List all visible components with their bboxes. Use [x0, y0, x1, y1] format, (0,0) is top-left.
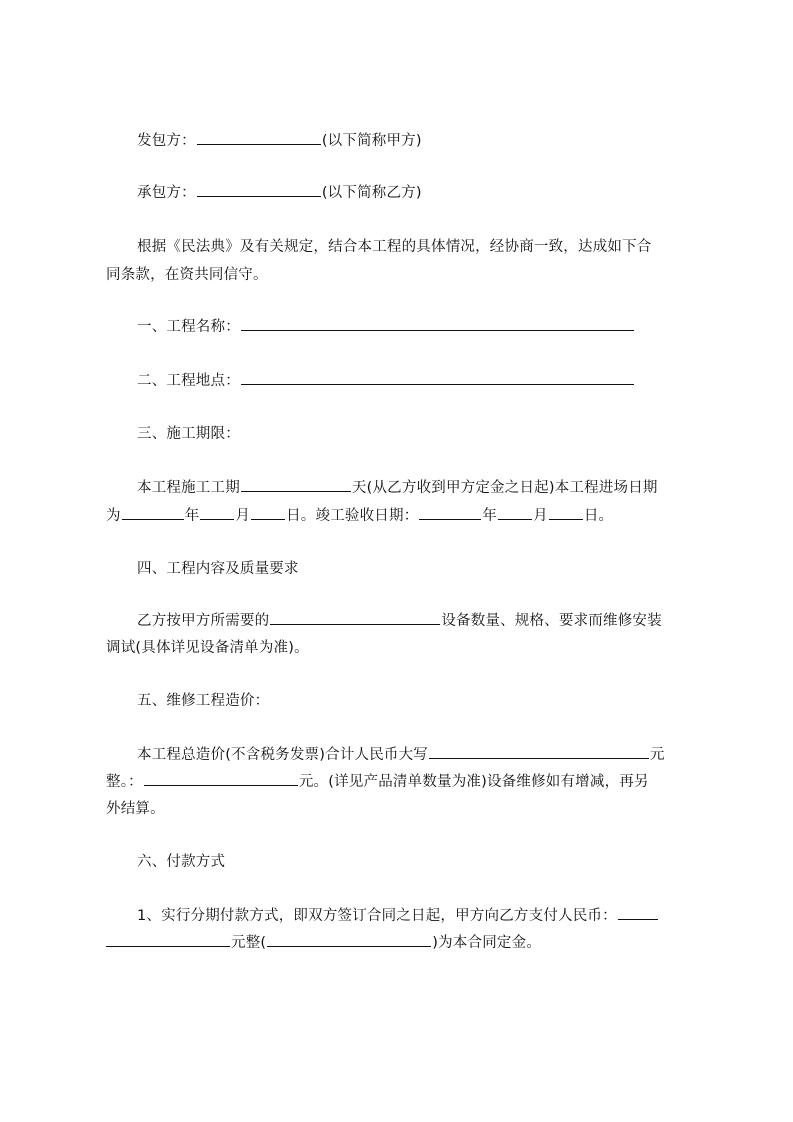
section-3-line-2	[106, 505, 706, 527]
deposit-amount-blank-start[interactable]	[618, 905, 658, 920]
payment-text: 1、实行分期付款方式，即双方签订合同之日起，甲方向乙方支付人民币：	[137, 908, 617, 924]
entry-day-blank[interactable]	[251, 505, 285, 520]
project-name-blank[interactable]	[241, 316, 634, 331]
total-price-text: 本工程总造价(不含税务发票)合计人民币大写	[137, 747, 429, 763]
equipment-blank[interactable]	[270, 610, 440, 625]
yuan-label: 元	[650, 747, 665, 763]
section-6-line-1	[137, 905, 737, 927]
section-2-label: 二、工程地点：	[137, 373, 240, 389]
party-b-line	[137, 182, 737, 204]
entry-day-label: 日。竣工验收日期：	[286, 508, 419, 524]
section-4-heading: 四、工程内容及质量要求	[137, 561, 299, 577]
entry-month-label: 月	[235, 508, 251, 524]
price-in-words-blank[interactable]	[429, 744, 649, 759]
entry-month-blank[interactable]	[200, 505, 234, 520]
price-note-text: 元。(详见产品清单数量为准)设备维修如有增减，再另	[298, 774, 649, 790]
section-1-line	[137, 316, 737, 338]
party-a-blank[interactable]	[197, 130, 321, 145]
acceptance-day-label: 日。	[583, 508, 614, 524]
deposit-yuan-label: 元整(	[231, 935, 267, 951]
section-5-heading: 五、维修工程造价：	[137, 693, 270, 709]
party-a-label: 发包方：	[137, 133, 196, 149]
section-1-label: 一、工程名称：	[137, 319, 240, 335]
acceptance-month-label: 月	[533, 508, 548, 524]
party-a-line	[137, 130, 737, 152]
section-6-line-2	[106, 932, 706, 954]
intro-line-1: 根据《民法典》及有关规定，结合本工程的具体情况，经协商一致，达成如下合	[137, 239, 652, 255]
party-b-label: 承包方：	[137, 185, 196, 201]
duration-text-2: 天(从乙方收到甲方定金之日起)本工程进场日期	[351, 480, 658, 496]
entry-year-blank[interactable]	[122, 505, 184, 520]
whole-label: 整。：	[106, 774, 143, 790]
acceptance-year-blank[interactable]	[419, 505, 481, 520]
entry-date-prefix: 为	[106, 508, 121, 524]
section-6-heading: 六、付款方式	[137, 854, 226, 870]
section-3-heading: 三、施工期限：	[137, 426, 240, 442]
intro-line-2: 同条款，在资共同信守。	[106, 267, 268, 283]
section-5-line-3: 外结算。	[106, 801, 165, 817]
section-3-line-1	[137, 477, 737, 499]
duration-text: 本工程施工工期	[137, 480, 240, 496]
party-b-note: (以下简称乙方)	[321, 185, 422, 201]
requirements-text-2: 设备数量、规格、要求而维修安装	[441, 613, 662, 629]
entry-year-label: 年	[184, 508, 200, 524]
requirements-text: 乙方按甲方所需要的	[137, 613, 270, 629]
deposit-words-blank[interactable]	[267, 932, 431, 947]
section-4-line-1	[137, 610, 737, 632]
acceptance-day-blank[interactable]	[549, 505, 583, 520]
section-2-line	[137, 370, 737, 392]
section-5-line-1	[137, 744, 737, 766]
section-4-line-2: 调试(具体详见设备清单为准)。	[106, 640, 309, 656]
deposit-note-text: )为本合同定金。	[432, 935, 542, 951]
deposit-amount-blank[interactable]	[106, 932, 230, 947]
acceptance-year-label: 年	[482, 508, 498, 524]
acceptance-month-blank[interactable]	[498, 505, 532, 520]
party-a-note: (以下简称甲方)	[321, 133, 422, 149]
party-b-blank[interactable]	[197, 182, 321, 197]
price-in-numbers-blank[interactable]	[144, 771, 298, 786]
duration-days-blank[interactable]	[241, 477, 351, 492]
project-location-blank[interactable]	[241, 370, 634, 385]
section-5-line-2	[106, 771, 706, 793]
